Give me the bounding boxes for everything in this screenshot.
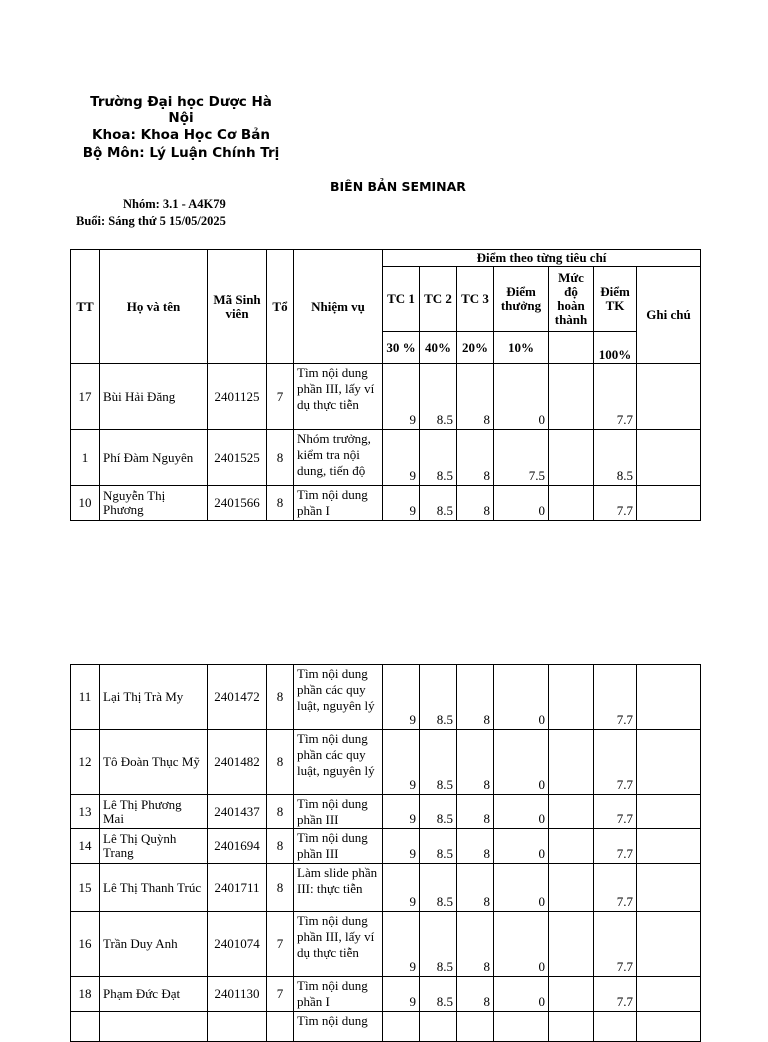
- cell-note: [637, 486, 701, 521]
- cell-name: [100, 1012, 208, 1042]
- cell-team: 8: [267, 730, 294, 795]
- header-name: Họ và tên: [100, 250, 208, 364]
- cell-task: Tìm nội dung phần I: [294, 486, 383, 521]
- cell-completion: [549, 864, 594, 912]
- cell-task: Tìm nội dung phần các quy luật, nguyên lý: [294, 665, 383, 730]
- cell-student-id: 2401482: [208, 730, 267, 795]
- header-tc2: TC 2: [420, 267, 457, 332]
- cell-tt: 17: [71, 364, 100, 430]
- cell-student-id: 2401711: [208, 864, 267, 912]
- cell-task: Tìm nội dung phần III: [294, 829, 383, 864]
- cell-tc2: 8.5: [420, 430, 457, 486]
- cell-tc3: 8: [457, 364, 494, 430]
- cell-name: Lê Thị Phương Mai: [100, 795, 208, 829]
- cell-name: Tô Đoàn Thục Mỹ: [100, 730, 208, 795]
- header-task: Nhiệm vụ: [294, 250, 383, 364]
- cell-tc2: 8.5: [420, 486, 457, 521]
- table-row: [71, 1012, 701, 1042]
- session-label: Buổi: Sáng thứ 5 15/05/2025: [76, 214, 226, 228]
- cell-tc3: [457, 1012, 494, 1042]
- weight-tc3: 20%: [457, 332, 494, 364]
- cell-tc2: 8.5: [420, 665, 457, 730]
- cell-tc1: 9: [383, 730, 420, 795]
- cell-team: [267, 1012, 294, 1042]
- school-name: Trường Đại học Dược Hà Nội: [90, 94, 272, 126]
- cell-tc1: 9: [383, 795, 420, 829]
- cell-completion: [549, 486, 594, 521]
- cell-completion: [549, 364, 594, 430]
- cell-tc3: 8: [457, 829, 494, 864]
- cell-task: Tìm nội dung phần I: [294, 977, 383, 1012]
- cell-note: [637, 730, 701, 795]
- table-header: [71, 250, 701, 364]
- weight-tc1: 30 %: [383, 332, 420, 364]
- header-note: Ghi chú: [637, 267, 701, 364]
- cell-total: [594, 1012, 637, 1042]
- cell-total: 7.7: [594, 486, 637, 521]
- cell-tt: 11: [71, 665, 100, 730]
- department-name: Bộ Môn: Lý Luận Chính Trị: [82, 145, 280, 161]
- table-body-page-1: [71, 364, 701, 521]
- cell-team: 7: [267, 364, 294, 430]
- cell-task: Tìm nội dung phần III: [294, 795, 383, 829]
- cell-bonus: 0: [494, 364, 549, 430]
- cell-tc1: 9: [383, 364, 420, 430]
- cell-team: 8: [267, 795, 294, 829]
- cell-note: [637, 665, 701, 730]
- cell-tc1: [383, 1012, 420, 1042]
- weight-completion: [549, 332, 594, 364]
- cell-tc3: 8: [457, 795, 494, 829]
- cell-team: 7: [267, 912, 294, 977]
- cell-bonus: 0: [494, 665, 549, 730]
- table-row: [71, 912, 701, 977]
- cell-tc2: 8.5: [420, 912, 457, 977]
- cell-student-id: 2401694: [208, 829, 267, 864]
- cell-tc2: 8.5: [420, 977, 457, 1012]
- cell-bonus: 0: [494, 795, 549, 829]
- cell-completion: [549, 730, 594, 795]
- cell-note: [637, 977, 701, 1012]
- cell-note: [637, 864, 701, 912]
- cell-bonus: 0: [494, 829, 549, 864]
- table-row: [71, 430, 701, 486]
- cell-task: Tìm nội dung phần III, lấy ví dụ thực tiễn: [294, 364, 383, 430]
- cell-tc2: 8.5: [420, 864, 457, 912]
- cell-bonus: 7.5: [494, 430, 549, 486]
- cell-student-id: 2401472: [208, 665, 267, 730]
- cell-tt: 18: [71, 977, 100, 1012]
- cell-name: Trần Duy Anh: [100, 912, 208, 977]
- cell-tc3: 8: [457, 486, 494, 521]
- cell-tc2: 8.5: [420, 364, 457, 430]
- cell-team: 8: [267, 829, 294, 864]
- cell-name: Lê Thị Thanh Trúc: [100, 864, 208, 912]
- document-title: BIÊN BẢN SEMINAR: [330, 179, 466, 194]
- cell-total: 7.7: [594, 912, 637, 977]
- cell-total: 7.7: [594, 364, 637, 430]
- cell-bonus: 0: [494, 912, 549, 977]
- cell-team: 8: [267, 486, 294, 521]
- cell-tc1: 9: [383, 430, 420, 486]
- cell-name: Bùi Hải Đăng: [100, 364, 208, 430]
- cell-tc3: 8: [457, 977, 494, 1012]
- table-row: [71, 486, 701, 521]
- cell-note: [637, 1012, 701, 1042]
- cell-team: 8: [267, 864, 294, 912]
- table-row: [71, 864, 701, 912]
- header-tc3: TC 3: [457, 267, 494, 332]
- cell-completion: [549, 977, 594, 1012]
- header-student-id: Mã Sinh viên: [208, 250, 267, 364]
- cell-tc1: 9: [383, 486, 420, 521]
- cell-student-id: 2401566: [208, 486, 267, 521]
- cell-tc2: 8.5: [420, 730, 457, 795]
- header-tc1: TC 1: [383, 267, 420, 332]
- cell-bonus: [494, 1012, 549, 1042]
- header-bonus: Điểm thưởng: [494, 267, 549, 332]
- header-criteria-group: Điểm theo từng tiêu chí: [383, 250, 701, 267]
- cell-tt: 13: [71, 795, 100, 829]
- cell-task: Nhóm trưởng, kiểm tra nội dung, tiến độ: [294, 430, 383, 486]
- cell-total: 7.7: [594, 829, 637, 864]
- cell-tc1: 9: [383, 829, 420, 864]
- cell-total: 7.7: [594, 977, 637, 1012]
- cell-tc1: 9: [383, 977, 420, 1012]
- cell-team: 7: [267, 977, 294, 1012]
- table-row: [71, 829, 701, 864]
- cell-note: [637, 912, 701, 977]
- cell-total: 7.7: [594, 730, 637, 795]
- cell-team: 8: [267, 665, 294, 730]
- cell-total: 8.5: [594, 430, 637, 486]
- cell-tc3: 8: [457, 665, 494, 730]
- weight-tc2: 40%: [420, 332, 457, 364]
- cell-total: 7.7: [594, 665, 637, 730]
- seminar-table-page-1: [70, 249, 701, 521]
- cell-name: Lê Thị Quỳnh Trang: [100, 829, 208, 864]
- cell-tc1: 9: [383, 912, 420, 977]
- cell-task: Tìm nội dung phần các quy luật, nguyên lý: [294, 730, 383, 795]
- cell-tc3: 8: [457, 430, 494, 486]
- cell-completion: [549, 912, 594, 977]
- cell-name: Phí Đàm Nguyên: [100, 430, 208, 486]
- table-body-page-2: [71, 665, 701, 1042]
- cell-completion: [549, 829, 594, 864]
- table-row: [71, 364, 701, 430]
- faculty-name: Khoa: Khoa Học Cơ Bản: [92, 127, 270, 143]
- cell-tt: 16: [71, 912, 100, 977]
- cell-bonus: 0: [494, 977, 549, 1012]
- cell-note: [637, 795, 701, 829]
- cell-tt: 1: [71, 430, 100, 486]
- header-team: Tổ: [267, 250, 294, 364]
- cell-tt: 14: [71, 829, 100, 864]
- cell-task: Tìm nội dung: [294, 1012, 383, 1042]
- cell-name: Lại Thị Trà My: [100, 665, 208, 730]
- table-row: [71, 795, 701, 829]
- cell-completion: [549, 430, 594, 486]
- cell-tc3: 8: [457, 912, 494, 977]
- cell-note: [637, 829, 701, 864]
- cell-student-id: 2401130: [208, 977, 267, 1012]
- cell-note: [637, 430, 701, 486]
- header-completion: Mức độ hoàn thành: [549, 267, 594, 332]
- cell-tc3: 8: [457, 864, 494, 912]
- cell-tc3: 8: [457, 730, 494, 795]
- cell-student-id: 2401074: [208, 912, 267, 977]
- cell-tc1: 9: [383, 864, 420, 912]
- table-row: [71, 730, 701, 795]
- cell-tc2: 8.5: [420, 795, 457, 829]
- cell-completion: [549, 795, 594, 829]
- header-total: Điểm TK: [594, 267, 637, 332]
- cell-student-id: [208, 1012, 267, 1042]
- cell-note: [637, 364, 701, 430]
- cell-task: Làm slide phần III: thực tiễn: [294, 864, 383, 912]
- cell-tc2: [420, 1012, 457, 1042]
- cell-student-id: 2401125: [208, 364, 267, 430]
- cell-student-id: 2401437: [208, 795, 267, 829]
- cell-bonus: 0: [494, 730, 549, 795]
- table-row: [71, 977, 701, 1012]
- seminar-table-page-2: [70, 664, 701, 1042]
- cell-bonus: 0: [494, 486, 549, 521]
- cell-name: Nguyễn Thị Phương: [100, 486, 208, 521]
- cell-tc1: 9: [383, 665, 420, 730]
- cell-name: Phạm Đức Đạt: [100, 977, 208, 1012]
- cell-bonus: 0: [494, 864, 549, 912]
- weight-total: 100%: [594, 332, 637, 364]
- cell-total: 7.7: [594, 864, 637, 912]
- cell-completion: [549, 665, 594, 730]
- cell-tt: 10: [71, 486, 100, 521]
- cell-total: 7.7: [594, 795, 637, 829]
- cell-tt: [71, 1012, 100, 1042]
- cell-tt: 12: [71, 730, 100, 795]
- weight-bonus: 10%: [494, 332, 549, 364]
- cell-tc2: 8.5: [420, 829, 457, 864]
- header-tt: TT: [71, 250, 100, 364]
- cell-team: 8: [267, 430, 294, 486]
- cell-student-id: 2401525: [208, 430, 267, 486]
- table-row: [71, 665, 701, 730]
- cell-task: Tìm nội dung phần III, lấy ví dụ thực tiễn: [294, 912, 383, 977]
- group-label: Nhóm: 3.1 - A4K79: [123, 197, 226, 211]
- cell-completion: [549, 1012, 594, 1042]
- cell-tt: 15: [71, 864, 100, 912]
